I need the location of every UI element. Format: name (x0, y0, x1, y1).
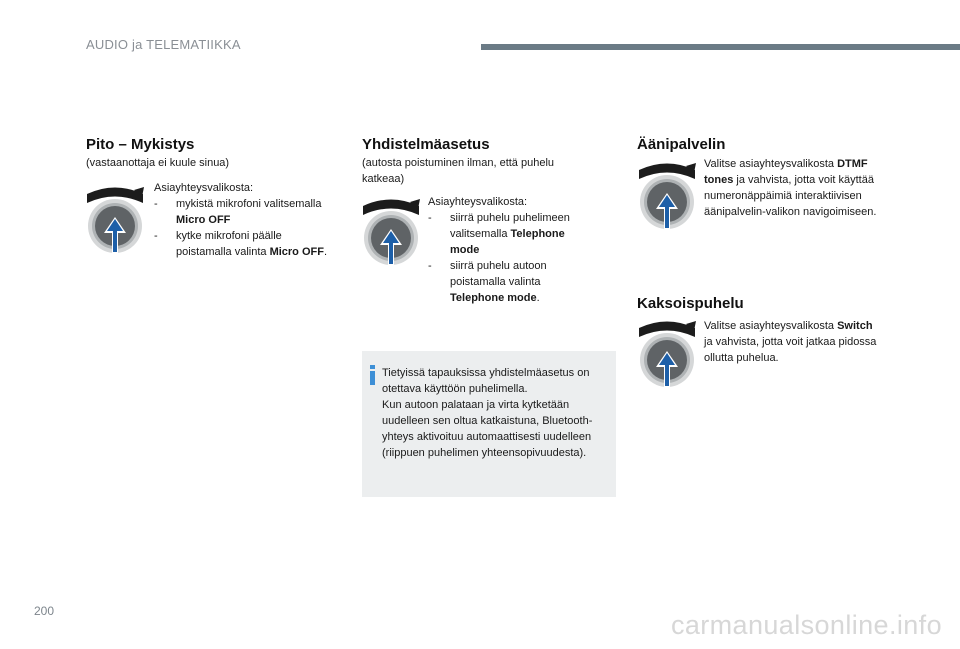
instructions-yhdistelma (428, 194, 594, 306)
header-bar (481, 44, 960, 50)
rotary-knob-icon (636, 160, 698, 232)
info-text: Tietyissä tapauksissa yhdistelmäasetus on otettava käyttöön puhelimella. Kun autoon palataan ja virta kytketään uudelleen sen oltua katkaistuna, Bluetooth-yhteys aktivoituu automaattisesti uudelleen (riippuen puhelimen yhteensopivuudesta). (382, 367, 593, 459)
subtitle-pito-mykistys: (vastaanottaja ei kuule sinua) (86, 157, 230, 169)
option-name: Micro OFF (176, 214, 231, 226)
watermark: carmanualsonline.info (670, 610, 942, 640)
rotary-knob-icon (84, 184, 146, 256)
option-name: Switch (837, 320, 873, 332)
dash: - (428, 212, 432, 224)
list-item: - kytke mikrofoni päälle poistamalla valinta Micro OFF. (154, 230, 328, 258)
section-title: AUDIO ja TELEMATIIKKA (86, 37, 241, 52)
page-number: 200 (34, 604, 55, 618)
heading-yhdistelmaasetus: Yhdistelmäasetus (362, 136, 490, 153)
heading-kaksoispuhelu: Kaksoispuhelu (637, 295, 744, 312)
heading-pito-mykistys: Pito – Mykistys (86, 136, 195, 153)
option-name: Telephone mode (450, 292, 537, 304)
dash: - (428, 260, 432, 272)
rotary-knob-icon (360, 196, 422, 268)
rotary-knob-icon (636, 318, 698, 390)
dash: - (154, 230, 158, 242)
info-note (362, 351, 616, 497)
option-name: Micro OFF (269, 246, 324, 258)
list-item: - mykistä mikrofoni valitsemalla Micro OFF (154, 198, 322, 226)
text-kaksoispuhelu: Valitse asiayhteysvalikosta Switch ja vahvista, jotta voit jatkaa pidossa ollutta puhelua. (704, 320, 877, 364)
list-item: - siirrä puhelu autoon poistamalla valinta Telephone mode. (428, 260, 547, 304)
heading-aanipalvelin: Äänipalvelin (637, 136, 726, 153)
instructions-intro: Asiayhteysvalikosta: (154, 182, 254, 194)
instructions-pito (154, 180, 340, 260)
subtitle-yhdistelmaasetus: (autosta poistuminen ilman, että puhelu katkeaa) (362, 157, 555, 185)
info-icon (368, 365, 378, 385)
list-item: - siirrä puhelu puhelimeen valitsemalla Telephone mode (428, 212, 570, 256)
option-name: DTMF tones (704, 158, 868, 186)
instructions-intro: Asiayhteysvalikosta: (428, 196, 528, 208)
option-name: Telephone mode (450, 228, 565, 256)
dash: - (154, 198, 158, 210)
text-aanipalvelin: Valitse asiayhteysvalikosta DTMF tones ja vahvista, jotta voit käyttää numeronäppäimiä interaktiivisen äänipalvelin-valikon navigoimiseen. (704, 158, 877, 218)
